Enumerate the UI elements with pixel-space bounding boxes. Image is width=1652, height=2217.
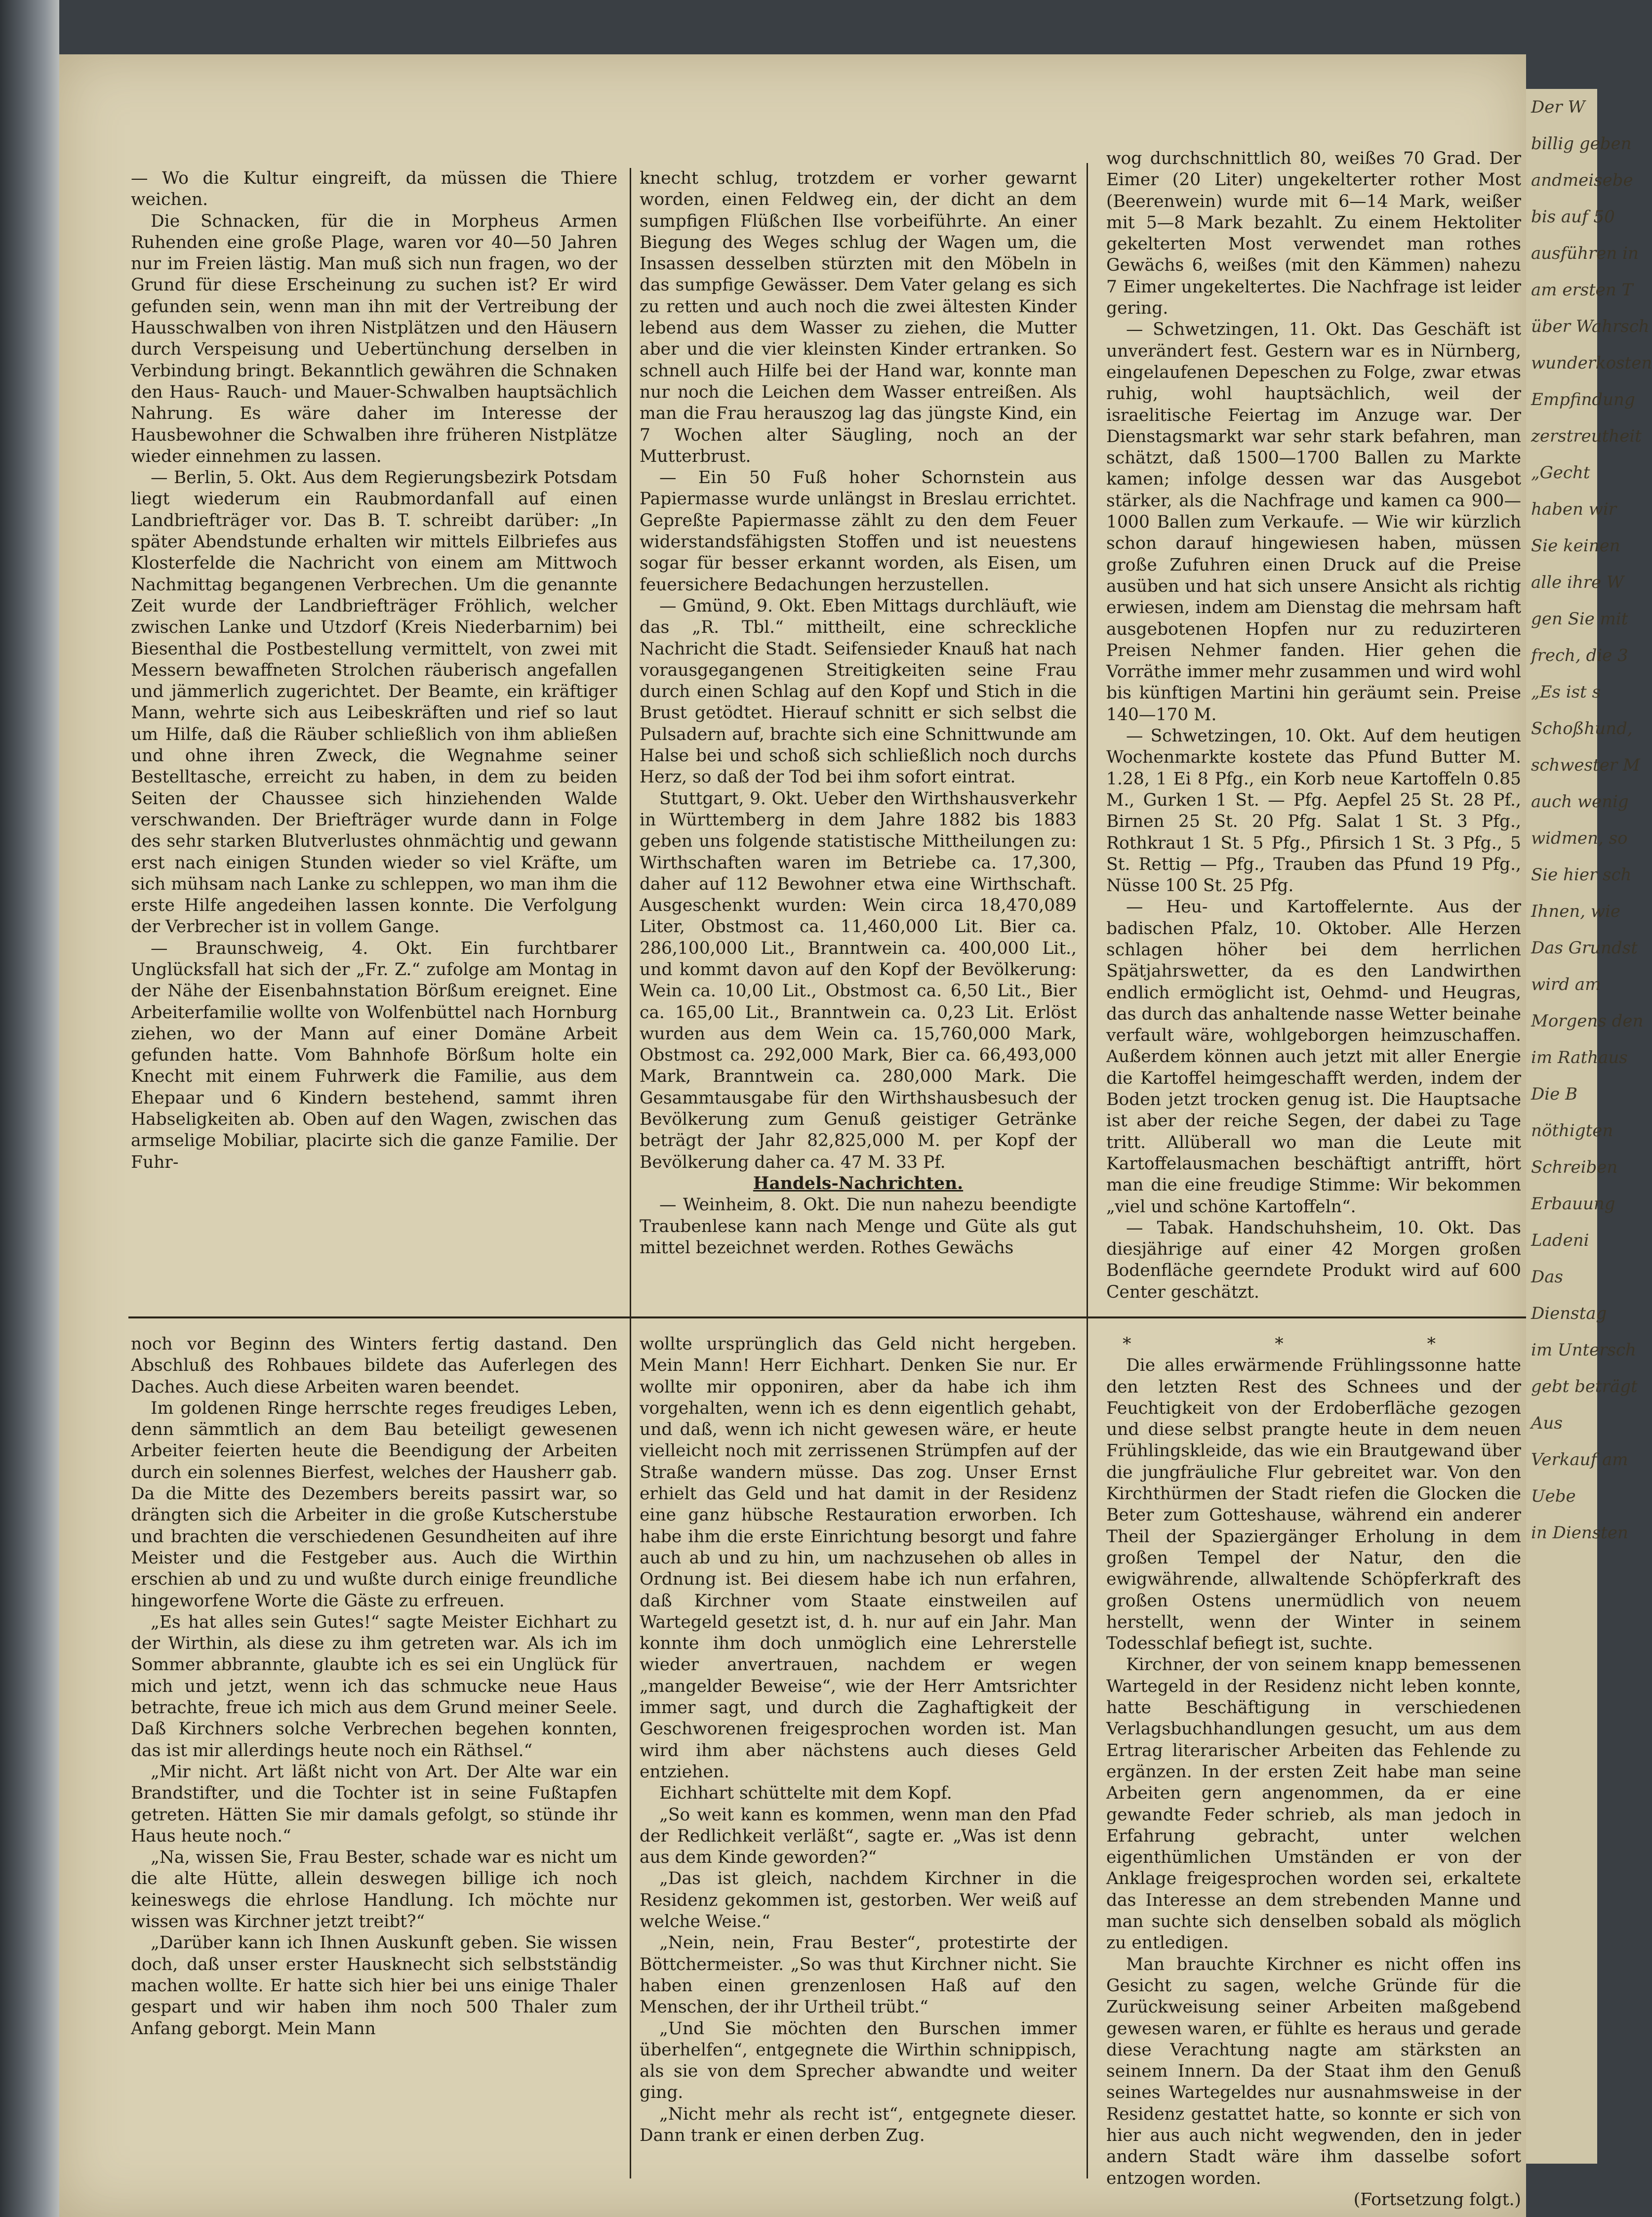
article-paragraph: Die Schnacken, für die in Morpheus Armen Ruhenden eine große Plage, waren vor 40—50 Jahren nur im Freien lästig. Man muß sich nun fragen, wo der Grund für diese Erscheinung zu suchen ist? Er wird gefunden sein, wenn man ihn mit der Vertreibung der Hausschwalben von ihren Nistplätzen und den Häusern durch Verspeisung und Uebertünchung derselben in Verbindung bringt. Bekanntlich gewähren die Schnaken den Haus- Rauch- und Mauer-Schwalben hauptsächlich Nahrung. Es wäre daher im Interesse der Hausbewohner die Schwalben ihre früheren Nistplätze wieder einnehmen zu lassen. xyxy=(131,211,617,466)
article-paragraph: knecht schlug, trotzdem er vorher gewarnt worden, einen Feldweg ein, der dicht an dem sumpfigen Flüßchen Ilse vorbeiführte. An einer Biegung des Weges schlug der Wagen um, die Insassen desselben stürzten mit den Möbeln in das sumpfige Gewässer. Dem Vater gelang es sich zu retten und auch noch die zwei ältesten Kinder lebend aus dem Wasser zu ziehen, die Mutter aber und die vier kleinsten Kinder ertranken. So schnell auch Hilfe bei der Hand war, konnte man nur noch die Leichen dem Wasser entreißen. Als man die Frau herauszog lag das jüngste Kind, ein 7 Wochen alter Säugling, noch an der Mutterbrust. xyxy=(640,168,1077,466)
adjacent-page-fragment: über Wahrsch xyxy=(1531,317,1650,336)
adjacent-page-fragment: Das Grundst xyxy=(1531,938,1638,958)
adjacent-page-fragment: Ladeni xyxy=(1531,1231,1589,1250)
adjacent-page-fragment: andmeisebe xyxy=(1531,170,1633,190)
adjacent-page-edge xyxy=(1526,89,1652,2164)
story-paragraph: Im goldenen Ringe herrschte reges freudiges Leben, denn sämmtlich an dem Bau beteiligt gewesenen Arbeiter feierten heute die Beendigung der Arbeiten durch ein solennes Bierfest, welches der Hausherr gab. Da die Mitte des Dezembers bereits passirt war, so drängten sich die Arbeiter in die große Kutscherstube und brachten die verschiedenen Gesundheiten auf ihre Meister und die Festgeber aus. Auch die Wirthin erschien ab und zu und wußte durch einige freundliche hingeworfene Worte die Gäste zu erfreuen. xyxy=(131,1398,617,1611)
article-paragraph: — Weinheim, 8. Okt. Die nun nahezu beendigte Traubenlese kann nach Menge und Güte als gut mittel bezeichnet werden. Rothes Gewächs xyxy=(640,1195,1077,1258)
story-paragraph: Eichhart schüttelte mit dem Kopf. xyxy=(659,1783,952,1804)
adjacent-page-fragment: in Diensten xyxy=(1531,1523,1628,1543)
adjacent-page-fragment: frech, die 3 xyxy=(1531,646,1628,665)
article-paragraph: — Berlin, 5. Okt. Aus dem Regierungsbezirk Potsdam liegt wiederum ein Raubmordanfall auf einen Landbriefträger vor. Das B. T. schreibt darüber: „In später Abendstunde erhalten wir mittels Eilbriefes aus Klosterfelde die Nachricht von einem am Mittwoch Nachmittag begangenen Verbrechen. Um die genannte Zeit wurde der Landbriefträger Fröhlich, welcher zwischen Lanke und Utzdorf (Kreis Niederbarnim) bei Biesenthal die Postbestellung vermittelt, von zwei mit Messern bewaffneten Strolchen räuberisch angefallen und jämmerlich zugerichtet. Der Beamte, ein kräftiger Mann, wehrte sich aus Leibeskräften und rief so laut um Hilfe, daß die Räuber schließlich von ihm abließen und ohne ihren Zweck, die Wegnahme seiner Bestelltasche, erreicht zu haben, in dem zu beiden Seiten der Chaussee sich hinziehenden Walde verschwanden. Der Briefträger wurde dann in Folge des sehr starken Blutverlustes ohnmächtig und gewann erst nach einigen Stunden wieder so viel Kräfte, um sich mühsam nach Lanke zu schleppen, wo man ihm die erste Hilfe angedeihen lassen konnte. Die Verfolgung der Verbrecher ist in vollem Gange. xyxy=(131,468,617,937)
column-rule xyxy=(1087,1329,1088,2178)
adjacent-page-fragment: auch wenig xyxy=(1531,792,1629,812)
adjacent-page-fragment: „Gecht xyxy=(1531,463,1590,483)
article-paragraph: — Wo die Kultur eingreift, da müssen die Thiere weichen. xyxy=(131,168,617,210)
column-rule xyxy=(1087,163,1088,1358)
adjacent-page-fragment: im Untersch xyxy=(1531,1340,1636,1360)
adjacent-page-fragment: im Rathaus xyxy=(1531,1048,1628,1067)
adjacent-page-fragment: „Es ist s xyxy=(1531,682,1601,702)
adjacent-page-fragment: wird am xyxy=(1531,975,1601,994)
story-paragraph: „Nein, nein, Frau Bester“, protestirte der Böttchermeister. „So was thut Kirchner nicht. Sie haben einen grenzenlosen Haß auf den Menschen, der ihr Urtheil trübt.“ xyxy=(640,1933,1077,2017)
article-paragraph: — Braunschweig, 4. Okt. Ein furchtbarer Unglücksfall hat sich der „Fr. Z.“ zufolge am Montag in der Nähe der Eisenbahnstation Börßum ereignet. Eine Arbeiterfamilie wollte von Wolfenbüttel nach Hornburg ziehen, wo der Mann auf einer Domäne Arbeit gefunden hatte. Vom Bahnhofe Börßum holte ein Knecht mit einem Fuhrwerk die Familie, aus dem Ehepaar und 6 Kindern bestehend, sammt ihren Habseligkeiten ab. Oben auf den Wagen, zwischen das armselige Mobiliar, placirte sich die ganze Familie. Der Fuhr- xyxy=(131,938,617,1172)
adjacent-page-fragment: Die B xyxy=(1531,1084,1578,1104)
story-paragraph: Kirchner, der von seinem knapp bemessenen Wartegeld in der Residenz nicht leben konnte, hatte Beschäftigung in verschiedenen Verlagsbuchhandlungen gesucht, um aus dem Ertrag literarischer Arbeiten das Fehlende zu ergänzen. In der ersten Zeit habe man seine Arbeiten gern angenommen, da er eine gewandte Feder schrieb, als man jedoch in Erfahrung gebracht, unter welchen eigenthümlichen Umständen er von der Anklage freigesprochen worden sei, erkaltete das Interesse an dem strebenden Manne und man suchte sich denselben sobald als möglich zu entledigen. xyxy=(1106,1655,1521,1953)
story-paragraph: Man brauchte Kirchner es nicht offen ins Gesicht zu sagen, welche Gründe für die Zurückweisung seiner Arbeiten maßgebend gewesen waren, er fühlte es heraus und gerade diese Verachtung nagte am stärksten an seinem Innern. Da der Staat ihm den Genuß seines Wartegeldes nur ausnahmsweise in der Residenz gestattet hatte, so konnte er sich von hier aus auch nicht wegwenden, den in jeder andern Stadt wäre ihm dasselbe sofort entzogen worden. xyxy=(1106,1954,1521,2188)
adjacent-page-fragment: ausführen in xyxy=(1531,244,1639,263)
story-paragraph: „Darüber kann ich Ihnen Auskunft geben. Sie wissen doch, daß unser erster Hausknecht sich selbstständig machen wollte. Er hatte sich hier bei uns einige Thaler gespart und wir haben ihm noch 500 Thaler zum Anfang geborgt. Mein Mann xyxy=(131,1933,617,2039)
adjacent-page-fragment: alle ihre W xyxy=(1531,573,1624,592)
adjacent-page-fragment: Erbauung xyxy=(1531,1194,1615,1214)
column-rule xyxy=(630,1329,631,2178)
feuilleton-column-1 xyxy=(131,1334,617,2040)
section-divider xyxy=(128,1316,1531,1318)
adjacent-page-fragment: am ersten T xyxy=(1531,280,1633,300)
adjacent-page-fragment: Schoßhund, xyxy=(1531,719,1633,739)
story-paragraph: wollte ursprünglich das Geld nicht hergeben. Mein Mann! Herr Eichhart. Denken Sie nur. Er wollte mir opponiren, aber da habe ich ihm vorgehalten, wenn ich es denn eigentlich gehabt, und daß, wenn ich nicht gewesen wäre, er heute vielleicht noch mit zerrissenen Strümpfen auf der Straße wandern müsse. Das zog. Unser Ernst erhielt das Geld und hat damit in der Residenz eine ganz hübsche Restauration erworben. Ich habe ihm die erste Einrichtung besorgt und fahre auch ab und zu hin, um nachzusehen ob alles in Ordnung ist. Bei diesem habe ich nun erfahren, daß Kirchner vom Staate einstweilen auf Wartegeld gesetzt ist, d. h. nur auf ein Jahr. Man konnte ihm doch unmöglich eine Lehrerstelle wieder anvertrauen, nachdem er wegen „mangelder Beweise“, wie der Herr Amtsrichter immer sagt, und durch die Zaghaftigkeit der Geschworenen freigesprochen worden ist. Man wird ihm aber nächstens auch dieses Geld entziehen. xyxy=(640,1334,1077,1782)
upper-column-1 xyxy=(131,168,617,1173)
continuation-note: (Fortsetzung folgt.) xyxy=(1353,2189,1521,2210)
story-paragraph: „Mir nicht. Art läßt nicht von Art. Der Alte war ein Brandstifter, und die Tochter ist in seine Fußtapfen getreten. Hätten Sie mir damals gefolgt, so stünde ihr Haus heute noch.“ xyxy=(131,1762,617,1846)
article-paragraph: — Ein 50 Fuß hoher Schornstein aus Papiermasse wurde unlängst in Breslau errichtet. Gepreßte Papiermasse zählt zu den dem Feuer widerstandsfähigsten Stoffen und ist neuestens sogar für besser erkannt worden, als Eisen, um feuersichere Bedachungen herzustellen. xyxy=(640,468,1077,595)
section-heading: Handels-Nachrichten. xyxy=(753,1173,964,1193)
adjacent-page-fragment: Dienstag xyxy=(1531,1304,1607,1323)
adjacent-page-fragment: schwester M xyxy=(1531,755,1640,775)
adjacent-page-fragment: gebt beträgt xyxy=(1531,1377,1638,1396)
article-paragraph: — Tabak. Handschuhsheim, 10. Okt. Das diesjährige auf einer 42 Morgen großen Bodenfläche geerndete Produkt wird auf 600 Center geschätzt. xyxy=(1106,1218,1521,1302)
adjacent-page-fragment: gen Sie mit xyxy=(1531,609,1628,629)
adjacent-page-fragment: haben wir xyxy=(1531,499,1616,519)
article-paragraph: — Gmünd, 9. Okt. Eben Mittags durchläuft, wie das „R. Tbl.“ mittheilt, eine schreckliche Nachricht die Stadt. Seifensieder Knauß hat nach vorausgegangenen Streitigkeiten seine Frau durch einen Schlag auf den Kopf und Stich in die Brust getödtet. Hierauf schnitt er sich selbst die Pulsadern auf, brachte sich eine Schnittwunde am Halse bei und schoß sich schließlich noch durchs Herz, so daß der Tod bei ihm sofort eintrat. xyxy=(640,596,1077,787)
adjacent-page-fragment: billig geben xyxy=(1531,134,1632,154)
adjacent-page-fragment: Das xyxy=(1531,1267,1563,1287)
adjacent-page-fragment: Sie hier sch xyxy=(1531,865,1632,885)
article-paragraph: — Schwetzingen, 11. Okt. Das Geschäft ist unverändert fest. Gestern war es in Nürnberg, eingelaufenen Depeschen zu Folge, zwar etwas ruhig, wohl hauptsächlich, weil der israelitische Feiertag im Anzuge war. Der Dienstagsmarkt war sehr stark befahren, man schätzt, daß 1500—1700 Ballen zu Markte kamen; infolge dessen war das Ausgebot stärker, als die Nachfrage und kamen ca 900—1000 Ballen zum Verkaufe. — Wie wir kürzlich schon darauf hingewiesen haben, müssen große Zufuhren einen Druck auf die Preise ausüben und hat sich unsere Ansicht als richtig erwiesen, indem am Dienstag die mehrsam haft ausgebotenen Hopfen nur zu reduzirteren Preisen Nehmer fanden. Hier gehen die Vorräthe immer mehr zusammen und wird wohl bis künftigen Martini hin geräumt sein. Preise 140—170 M. xyxy=(1106,320,1521,725)
section-break-stars: * * * xyxy=(1123,1334,1505,1354)
upper-column-3 xyxy=(1106,148,1521,1303)
article-paragraph: — Schwetzingen, 10. Okt. Auf dem heutigen Wochenmarkte kostete das Pfund Butter M. 1.28, 1 Ei 8 Pfg., ein Korb neue Kartoffeln 0.85 M., Gurken 1 St. — Pfg. Aepfel 25 St. 28 Pf., Birnen 25 St. 20 Pfg. Salat 1 St. 3 Pfg., Rothkraut 1 St. 5 Pfg., Pfirsich 1 St. 3 Pfg., 5 St. Rettig — Pfg., Trauben das Pfund 19 Pfg., Nüsse 100 St. 25 Pfg. xyxy=(1106,726,1521,896)
story-paragraph: „So weit kann es kommen, wenn man den Pfad der Redlichkeit verläßt“, sagte er. „Was ist denn aus dem Kinde geworden?“ xyxy=(640,1805,1077,1868)
adjacent-page-fragment: Empfindung xyxy=(1531,390,1635,410)
story-paragraph: „Und Sie möchten den Burschen immer überhelfen“, entgegnete die Wirthin schnippisch, als sie von dem Sprecher abwandte und weiter ging. xyxy=(640,2018,1077,2103)
adjacent-page-fragment: zerstreutheit xyxy=(1531,426,1642,446)
article-paragraph: — Heu- und Kartoffelernte. Aus der badischen Pfalz, 10. Oktober. Alle Herzen schlagen höher bei dem herrlichen Spätjahrswetter, da es den Landwirthen endlich ermöglicht ist, Oehmd- und Heugras, das durch das anhaltende nasse Wetter beinahe verfault wäre, wohlgeborgen heimzuschaffen. Außerdem können auch jetzt mit aller Energie die Kartoffel heimgeschafft werden, indem der Boden jetzt trocken genug ist. Die Hauptsache ist aber der reiche Segen, der dabei zu Tage tritt. Allüberall wo man die Leute mit Kartoffelausmachen beschäftigt antrifft, hört man die eine freudige Stimme: Wir bekommen „viel und schöne Kartoffeln“. xyxy=(1106,897,1521,1217)
adjacent-page-fragment: Der W xyxy=(1531,97,1585,117)
article-paragraph: wog durchschnittlich 80, weißes 70 Grad. Der Eimer (20 Liter) ungekelterter rother Most (Beerenwein) wurde mit 6—14 Mark, weißer mit 5—8 Mark bezahlt. Zu einem Hektoliter gekelterten Most verwendet man rothes Gewächs 6, weißes (mit den Kämmen) nahezu 7 Eimer ungekeltertes. Die Nachfrage ist leider gering. xyxy=(1106,149,1521,319)
story-paragraph: „Das ist gleich, nachdem Kirchner in die Residenz gekommen ist, gestorben. Wer weiß auf welche Weise.“ xyxy=(640,1869,1077,1932)
adjacent-page-fragment: Uebe xyxy=(1531,1486,1576,1506)
adjacent-page-fragment: wunderkosten xyxy=(1531,353,1652,373)
adjacent-page-fragment: bis auf 50 xyxy=(1531,207,1615,227)
story-paragraph: „Es hat alles sein Gutes!“ sagte Meister Eichhart zu der Wirthin, als diese zu ihm getreten war. Als ich im Sommer abbrannte, glaubte ich es sei ein Unglück für mich und jetzt, wenn ich das schmucke neue Haus betrachte, freue ich mich aus dem Grund meiner Seele. Daß Kirchners solche Verbrechen begehen konnten, das ist mir allerdings heute noch ein Räthsel.“ xyxy=(131,1612,617,1761)
adjacent-page-fragment: Sie keinen xyxy=(1531,536,1620,556)
book-spine xyxy=(0,0,59,2217)
feuilleton-column-3 xyxy=(1106,1334,1521,2211)
adjacent-page-fragment: widmen, so xyxy=(1531,828,1628,848)
story-paragraph: „Na, wissen Sie, Frau Bester, schade war es nicht um die alte Hütte, allein deswegen billige ich noch keineswegs die ehrlose Handlung. Ich möchte nur wissen was Kirchner jetzt treibt?“ xyxy=(131,1848,617,1932)
adjacent-page-fragment: nöthigten xyxy=(1531,1121,1613,1141)
adjacent-page-fragment: Ihnen, wie xyxy=(1531,902,1620,921)
story-paragraph: noch vor Beginn des Winters fertig dastand. Den Abschluß des Rohbaues bildete das Auferlegen des Daches. Auch diese Arbeiten waren beendet. xyxy=(131,1334,617,1397)
adjacent-page-fragment: Aus xyxy=(1531,1413,1563,1433)
story-paragraph: „Nicht mehr als recht ist“, entgegnete dieser. Dann trank er einen derben Zug. xyxy=(640,2104,1077,2145)
story-paragraph: Die alles erwärmende Frühlingssonne hatte den letzten Rest des Schnees und der Feuchtigkeit von der Erdoberfläche gezogen und diese selbst prangte heute in dem neuen Frühlingskleide, das wie ein Brautgewand über die jungfräuliche Flur gebreitet war. Von den Kirchthürmen der Stadt riefen die Glocken die Beter zum Gotteshause, während ein anderer Theil der Spaziergänger Erholung in dem großen Tempel der Natur, den die ewigwährende, allwaltende Schöpferkraft des großen Ostens unermüdlich von neuem herstellt, wenn der Winter in seinem Todesschlaf befiegt ist, suchte. xyxy=(1106,1355,1521,1654)
feuilleton-column-2 xyxy=(640,1334,1077,2146)
adjacent-page-fragment: Schreiben xyxy=(1531,1157,1618,1177)
column-rule xyxy=(630,168,631,1358)
upper-column-2 xyxy=(640,168,1077,1259)
adjacent-page-fragment: Verkauf am xyxy=(1531,1450,1628,1470)
adjacent-page-fragment: Morgens den xyxy=(1531,1011,1644,1031)
article-paragraph: Stuttgart, 9. Okt. Ueber den Wirthshausverkehr in Württemberg in dem Jahre 1882 bis 1883 geben uns folgende statistische Mittheilungen zu: Wirthschaften waren im Betriebe ca. 17,300, daher auf 112 Bewohner etwa eine Wirthschaft. Ausgeschenkt wurden: Wein circa 18,470,089 Liter, Obstmost ca. 11,460,000 Lit. Bier ca. 286,100,000 Lit., Branntwein ca. 400,000 Lit., und kommt davon auf den Kopf der Bevölkerung: Wein ca. 10,00 Lit., Obstmost ca. 6,50 Lit., Bier ca. 165,00 Lit., Branntwein ca. 0,23 Lit. Erlöst wurden aus dem Wein ca. 15,760,000 Mark, Obstmost ca. 292,000 Mark, Bier ca. 66,493,000 Mark, Branntwein ca. 280,000 Mark. Die Gesammtausgabe für den Wirthshausbesuch der Bevölkerung zum Genuß geistiger Getränke beträgt der Jahr 82,825,000 M. per Kopf der Bevölkerung daher ca. 47 M. 33 Pf. xyxy=(640,788,1077,1172)
